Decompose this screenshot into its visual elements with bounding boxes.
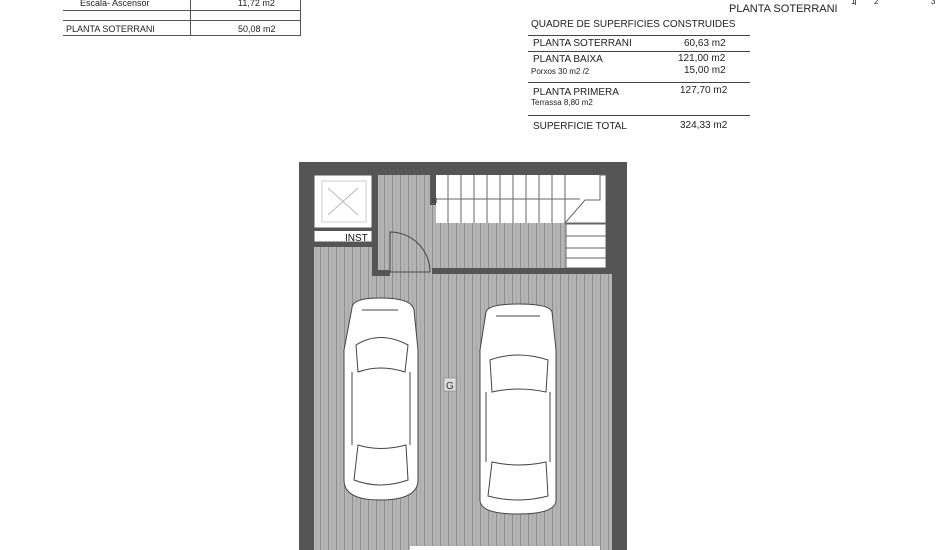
partition-wall: [314, 228, 372, 231]
partition-wall: [372, 175, 378, 275]
scale-label-2: 2: [874, 0, 879, 6]
row-value-baixa: 121,00 m2: [678, 53, 726, 64]
row-label-baixa: PLANTA BAIXA: [533, 54, 603, 65]
inst-label: INST: [345, 233, 368, 244]
plan-title: PLANTA SOTERRANI: [729, 3, 838, 15]
row-label-soterrani: PLANTA SOTERRANI: [533, 38, 632, 49]
partition-wall: [372, 270, 390, 276]
room-label: G: [446, 381, 454, 392]
surface-table-heading: QUADRE DE SUPERFICIES CONSTRUIDES: [531, 19, 736, 30]
row-sublabel-terrassa: Terrassa 8,80 m2: [531, 98, 593, 107]
scale-label-1: 1: [851, 0, 856, 6]
row-label-primera: PLANTA PRIMERA: [533, 87, 619, 98]
row-value-primera: 127,70 m2: [680, 85, 728, 96]
row-value-soterrani: 50,08 m2: [238, 24, 276, 34]
partition-wall: [606, 175, 612, 274]
row-value-soterrani: 60,63 m2: [684, 38, 726, 49]
row-value-escala: 11,72 m2: [238, 0, 275, 8]
row-label-escala: Escala- Ascensor: [80, 0, 150, 8]
stair-direction-mark: N: [432, 198, 438, 205]
car-right: [480, 304, 556, 514]
car-left: [344, 298, 418, 500]
partition-wall: [432, 268, 612, 274]
total-label: SUPERFICIE TOTAL: [533, 121, 627, 132]
scale-label-3: 3: [931, 0, 936, 6]
row-subvalue-porxos: 15,00 m2: [684, 65, 726, 76]
row-label-soterrani: PLANTA SOTERRANI: [66, 24, 155, 34]
row-sublabel-porxos: Porxos 30 m2 /2: [531, 67, 590, 76]
total-value: 324,33 m2: [680, 120, 728, 131]
stair-lower-flight: [566, 224, 606, 268]
garage-door-opening: [410, 546, 600, 550]
